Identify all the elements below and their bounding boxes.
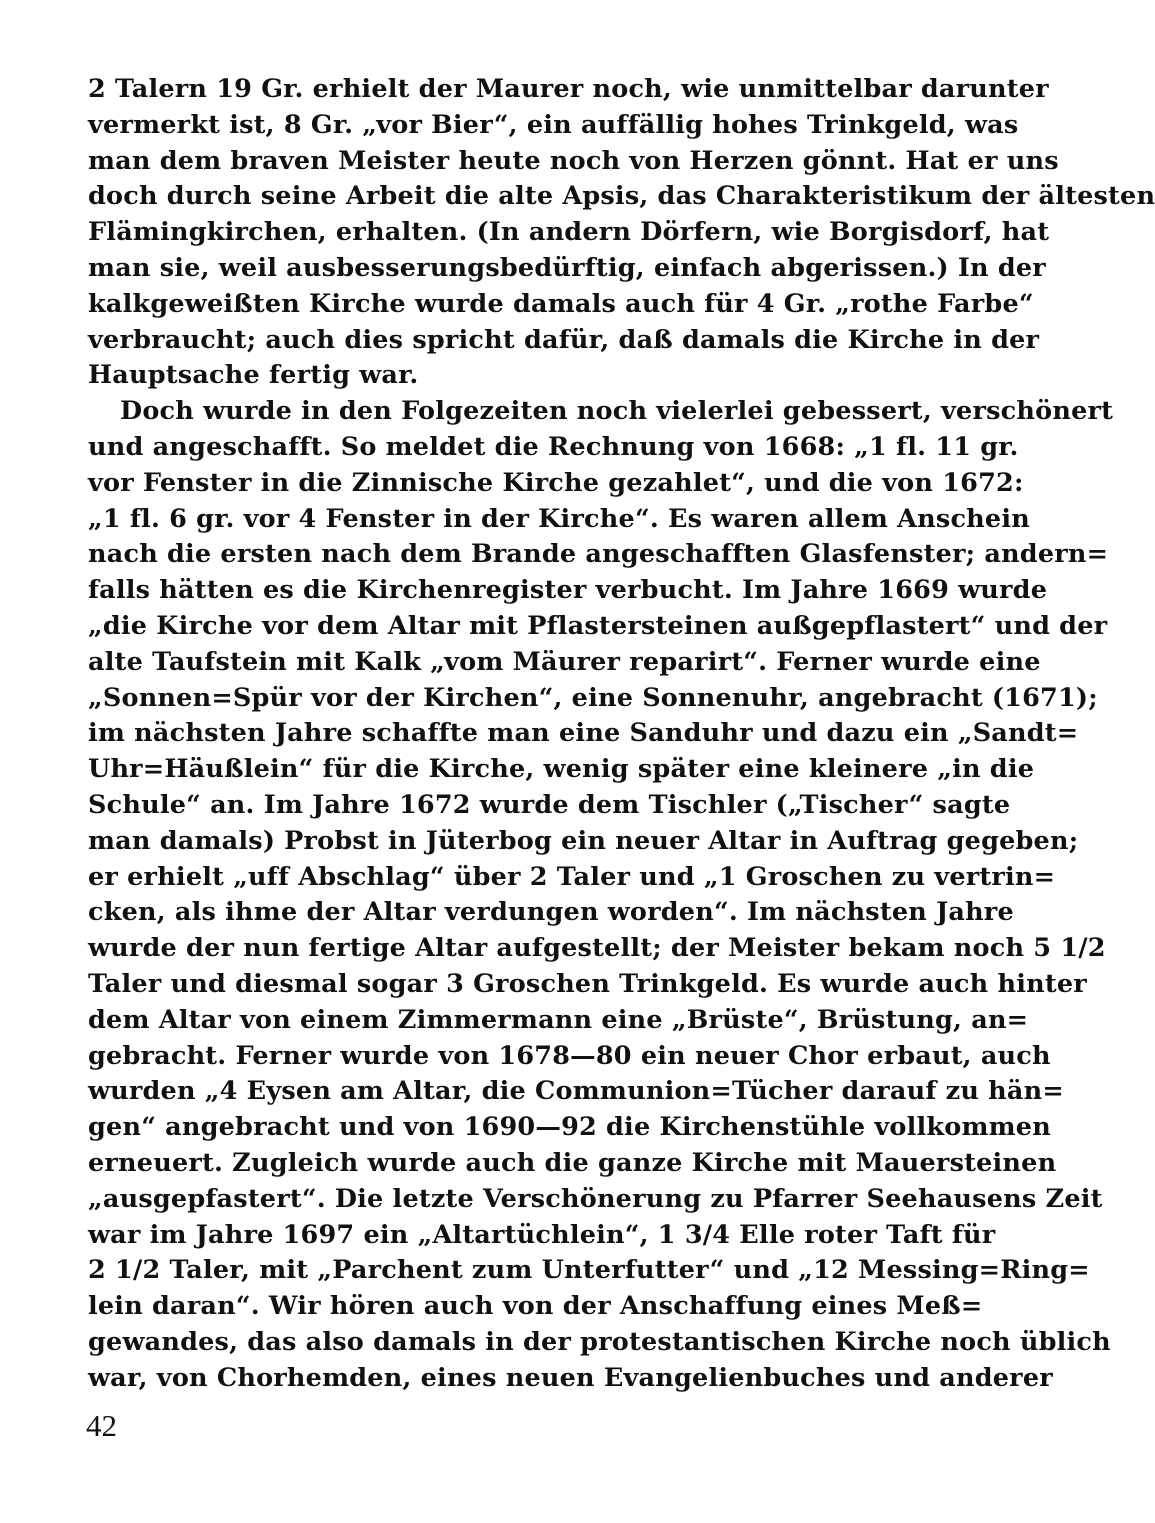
text-line: Flämingkirchen, erhalten. (In andern Dörfern, wie Borgisdorf, hat [88,217,1050,248]
text-line: „die Kirche vor dem Altar mit Pflastersteinen außgepflastert“ und der [88,610,1108,641]
text-line: wurde der nun fertige Altar aufgestellt; der Meister bekam noch 5 1/2 [88,933,1106,964]
text-line: Doch wurde in den Folgezeiten noch vielerlei gebessert, verschönert [120,396,1114,427]
text-line: alte Taufstein mit Kalk „vom Mäurer reparirt“. Ferner wurde eine [88,646,1041,677]
text-line: man damals) Probst in Jüterbog ein neuer Altar in Auftrag gegeben; [88,825,1079,856]
page-body [88,72,1155,1396]
text-line: erneuert. Zugleich wurde auch die ganze Kirche mit Mauersteinen [88,1147,1057,1178]
text-line: man dem braven Meister heute noch von Herzen gönnt. Hat er uns [88,145,1059,176]
text-line: lein daran“. Wir hören auch von der Anschaffung eines Meß= [88,1291,983,1322]
text-line: 2 1/2 Taler, mit „Parchent zum Unterfutter“ und „12 Messing=Ring= [88,1255,1090,1286]
text-line: im nächsten Jahre schaffte man eine Sanduhr und dazu ein „Sandt= [88,718,1079,749]
text-line: gebracht. Ferner wurde von 1678—80 ein neuer Chor erbaut, auch [88,1040,1051,1071]
text-line: falls hätten es die Kirchenregister verbucht. Im Jahre 1669 wurde [88,575,1048,606]
text-line: gen“ angebracht und von 1690—92 die Kirchenstühle vollkommen [88,1112,1051,1143]
page-number: 42 [86,1408,117,1443]
text-line: dem Altar von einem Zimmermann eine „Brüste“, Brüstung, an= [88,1004,1029,1035]
text-line: er erhielt „uff Abschlag“ über 2 Taler und „1 Groschen zu vertrin= [88,861,1056,892]
text-line: gewandes, das also damals in der protestantischen Kirche noch üblich [88,1326,1111,1357]
text-line: „Sonnen=Spür vor der Kirchen“, eine Sonnenuhr, angebracht (1671); [88,682,1098,713]
text-line: „ausgepfastert“. Die letzte Verschönerung zu Pfarrer Seehausens Zeit [88,1183,1103,1214]
text-line: verbraucht; auch dies spricht dafür, daß damals die Kirche in der [88,324,1040,355]
text-line: Uhr=Häußlein“ für die Kirche, wenig später eine kleinere „in die [88,754,1035,785]
text-line: war im Jahre 1697 ein „Altartüchlein“, 1 3/4 Elle roter Taft für [88,1219,996,1250]
text-line: doch durch seine Arbeit die alte Apsis, das Charakteristikum der ältesten [88,181,1155,212]
text-line: vermerkt ist, 8 Gr. „vor Bier“, ein auffällig hohes Trinkgeld, was [88,109,1019,140]
text-line: Hauptsache fertig war. [88,360,419,391]
paragraph [88,394,1114,1396]
paragraph [88,72,1155,394]
text-line: war, von Chorhemden, eines neuen Evangelienbuches und anderer [88,1362,1053,1393]
text-line: cken, als ihme der Altar verdungen worden“. Im nächsten Jahre [88,897,1014,928]
text-line: man sie, weil ausbesserungsbedürftig, einfach abgerissen.) In der [88,252,1046,283]
text-line: Schule“ an. Im Jahre 1672 wurde dem Tischler („Tischer“ sagte [88,789,1011,820]
text-line: wurden „4 Eysen am Altar, die Communion=Tücher darauf zu hän= [88,1076,1064,1107]
text-line: kalkgeweißten Kirche wurde damals auch für 4 Gr. „rothe Farbe“ [88,288,1034,319]
text-line: Taler und diesmal sogar 3 Groschen Trinkgeld. Es wurde auch hinter [88,968,1087,999]
text-line: „1 fl. 6 gr. vor 4 Fenster in der Kirche“. Es waren allem Anschein [88,503,1030,534]
text-line: 2 Talern 19 Gr. erhielt der Maurer noch, wie unmittelbar darunter [88,74,1049,104]
text-line: vor Fenster in die Zinnische Kirche gezahlet“, und die von 1672: [88,467,1024,498]
text-line: und angeschafft. So meldet die Rechnung von 1668: „1 fl. 11 gr. [88,431,1019,462]
text-line: nach die ersten nach dem Brande angeschafften Glasfenster; andern= [88,539,1109,570]
text-column [88,72,1155,1396]
